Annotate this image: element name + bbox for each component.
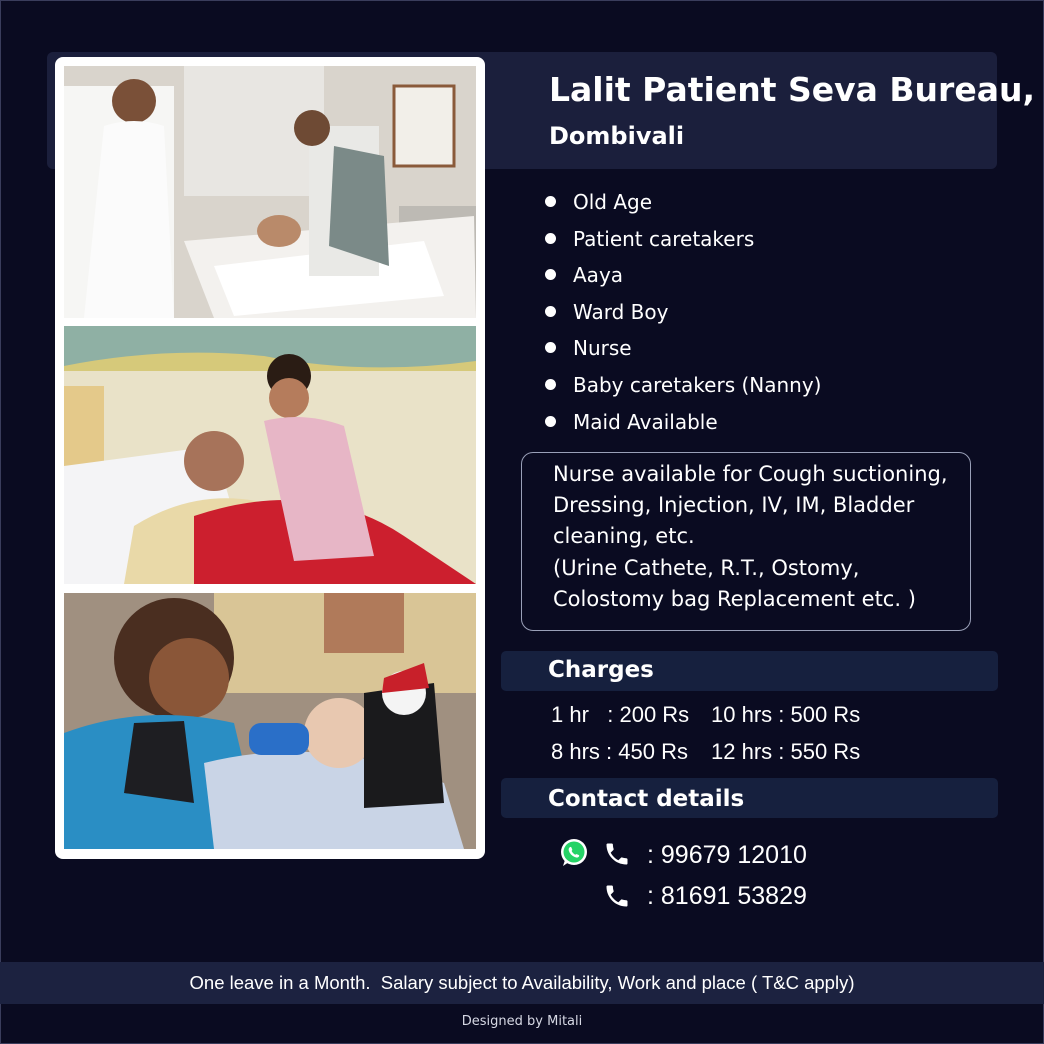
nurse-with-elderly-patient-photo [64, 326, 476, 584]
charge-rate: 1 hr : 200 Rs [551, 702, 690, 727]
service-label: Aaya [573, 263, 624, 288]
contact-title: Contact details [548, 786, 745, 812]
phone-number[interactable]: : 81691 53829 [647, 882, 807, 910]
phone-icon [603, 840, 631, 868]
service-item [542, 221, 822, 258]
service-item [542, 367, 822, 404]
phone-number[interactable]: : 99679 12010 [647, 841, 807, 869]
service-item [542, 404, 822, 441]
services-list [542, 184, 822, 440]
bullet-icon [545, 416, 556, 427]
nurses-attending-patient-photo [64, 66, 476, 318]
page-subtitle: Dombivali [549, 122, 685, 150]
service-item [542, 294, 822, 331]
bullet-icon [545, 196, 556, 207]
charge-rate: 12 hrs : 550 Rs [711, 739, 861, 764]
designer-credit: Designed by Mitali [461, 1014, 583, 1029]
charges-title: Charges [548, 657, 654, 683]
nanny-feeding-baby-photo [64, 593, 476, 849]
service-item [542, 184, 822, 221]
charge-rate: 8 hrs : 450 Rs [551, 739, 688, 764]
service-item [542, 330, 822, 367]
bullet-icon [545, 233, 556, 244]
service-label: Nurse [573, 336, 632, 361]
service-item [542, 257, 822, 294]
charge-rate: 10 hrs : 500 Rs [711, 702, 861, 727]
service-label: Patient caretakers [573, 226, 755, 251]
service-label: Ward Boy [573, 299, 669, 324]
note-line: (Urine Cathete, R.T., Ostomy, [553, 556, 860, 580]
service-label: Maid Available [573, 409, 718, 434]
page-title: Lalit Patient Seva Bureau, [549, 70, 1035, 109]
bullet-icon [545, 269, 556, 280]
note-line: Colostomy bag Replacement etc. ) [553, 587, 916, 611]
note-line: Nurse available for Cough suctioning, [553, 462, 948, 486]
phone-icon [603, 882, 631, 910]
whatsapp-icon [558, 837, 590, 869]
footer-note: One leave in a Month. Salary subject to Availability, Work and place ( T&C apply) [189, 972, 855, 993]
bullet-icon [545, 342, 556, 353]
bullet-icon [545, 306, 556, 317]
note-line: cleaning, etc. [553, 524, 695, 548]
note-line: Dressing, Injection, IV, IM, Bladder [553, 493, 915, 517]
bullet-icon [545, 379, 556, 390]
service-label: Baby caretakers (Nanny) [573, 372, 822, 397]
service-label: Old Age [573, 190, 653, 214]
